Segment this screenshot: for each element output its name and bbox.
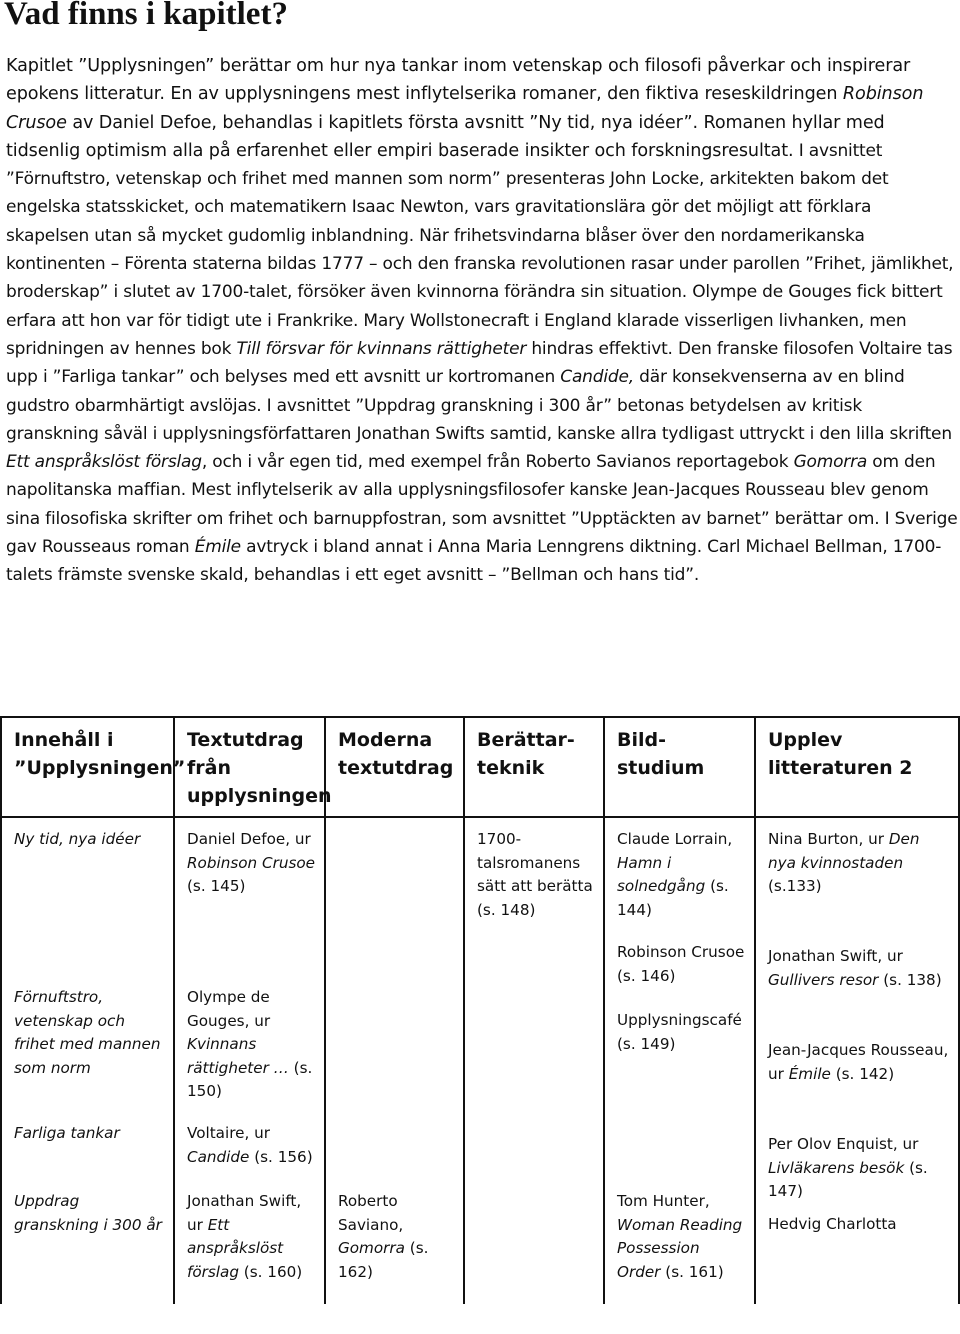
excerpt-entry: Olympe de Gouges, ur Kvinnans rättigheter … (s. 150) <box>187 988 313 1100</box>
image-study-entry: Upplysningscafé (s. 149) <box>617 1011 742 1053</box>
paragraph-text: hindras effektivt. Den franske filosofen Voltaire tas upp i ”Farliga tankar” och belyses med ett avsnitt ur kortromanen <box>6 338 953 388</box>
column-header: Innehåll i ”Upplysningen” <box>1 717 174 817</box>
literature-entry: Hedvig Charlotta <box>768 1215 897 1233</box>
paragraph-text: , och i vår egen tid, med exempel från Roberto Savianos reportagebok <box>201 452 794 473</box>
column-header: Upplev litteraturen 2 <box>755 717 959 817</box>
column-header: Moderna textutdrag <box>325 717 464 817</box>
image-study-entry: Tom Hunter, Woman Reading Possession Order (s. 161) <box>617 1192 743 1281</box>
table-row <box>1 817 959 1304</box>
excerpt-entry: Daniel Defoe, ur Robinson Crusoe (s. 145) <box>187 830 316 895</box>
paragraph-text: I avsnittet ”Förnuftstro, vetenskap och frihet med mannen som norm” presenteras John Locke, arkitekten bakom det engelska statsskicket, och matematikern Isaac Newton, vars gravitationslära gör det möjligt att förklara skapelsen utan så mycket gudomlig inblandning. När frihetsvindarna blåser över den nordamerikanska kontinenten – Förenta staterna bildas 1777 – och den franska revolutionen rasar under parollen ”Frihet, jämlikhet, broderskap” i slutet av 1700-talet, försöker även kvinnorna förändra sin situation. Olympe de Gouges fick bittert erfara att hon var för tidigt ute i Frankrike. Mary Wollstonecraft i England klarade visserligen livhanken, men spridningen av hennes bok <box>6 140 954 359</box>
image-study-entry: Robinson Crusoe (s. 146) <box>617 943 745 985</box>
paragraph-title-ref: Robinson Crusoe <box>6 84 924 133</box>
table-cell-image-study <box>604 817 755 1304</box>
page-title: Vad finns i kapitlet? <box>4 0 288 32</box>
literature-entry: Per Olov Enquist, ur Livläkarens besök (s. 147) <box>768 1135 928 1200</box>
section-name: Förnuftstro, vetenskap och frihet med mannen som norm <box>14 988 161 1077</box>
excerpt-entry: Voltaire, ur Candide (s. 156) <box>187 1124 313 1166</box>
literature-entry: Jean-Jacques Rousseau, ur Émile (s. 142) <box>768 1041 949 1083</box>
table-header-row <box>1 717 959 817</box>
literature-entry: Jonathan Swift, ur Gullivers resor (s. 138) <box>768 947 942 989</box>
table-cell-excerpts <box>174 817 325 1304</box>
technique-entry: 1700-talsromanens sätt att berätta (s. 148) <box>477 830 593 919</box>
paragraph-title-ref: Gomorra <box>793 452 868 473</box>
paragraph-title-ref: Till försvar för kvinnans rättigheter <box>236 338 527 359</box>
modern-excerpt-entry: Roberto Saviano, Gomorra (s. 162) <box>338 1192 429 1281</box>
paragraph-title-ref: Émile <box>194 537 241 558</box>
image-study-entry: Claude Lorrain, Hamn i solnedgång (s. 144) <box>617 830 733 919</box>
section-name: Farliga tankar <box>14 1124 120 1142</box>
excerpt-entry: Jonathan Swift, ur Ett anspråkslöst förslag (s. 160) <box>187 1192 303 1281</box>
paragraph-text: om den napolitanska maffian. Mest inflytelserik av alla upplysningsfilosofer kanske Jean-Jacques Rousseau blev genom sina filosofiska skrifter om frihet och barnuppfostran, som avsnittet ”Upptäckten av barnet” berättar om. I Sverige gav Rousseaus roman <box>6 452 958 558</box>
table-cell-modern-excerpts <box>325 817 464 1304</box>
paragraph-title-ref: Ett anspråkslöst förslag <box>6 452 202 473</box>
literature-entry: Nina Burton, ur Den nya kvinnostaden (s.133) <box>768 830 920 895</box>
section-name: Uppdrag granskning i 300 år <box>14 1192 162 1234</box>
section-name: Ny tid, nya idéer <box>14 830 141 848</box>
column-header: Textutdrag från upplysningen <box>174 717 325 817</box>
table-cell-narrative-technique <box>464 817 604 1304</box>
paragraph-text: avtryck i bland annat i Anna Maria Lenngrens diktning. Carl Michael Bellman, 1700-talets främste svenske skald, behandlas i ett eget avsnitt – ”Bellman och hans tid”. <box>6 537 942 586</box>
paragraph-text: Kapitlet ”Upplysningen” berättar om hur nya tankar inom vetenskap och filosofi påverkar och inspirerar epokens litteratur. En av upplysningens mest inflytelserika romaner, den fiktiva reseskildringen <box>6 56 911 105</box>
column-header: Bild-studium <box>604 717 755 817</box>
chapter-summary-paragraph <box>6 52 958 590</box>
paragraph-text: av Daniel Defoe, behandlas i kapitlets första avsnitt ”Ny tid, nya idéer”. Romanen hyllar med tidsenlig optimism alla på erfarenhet eller empiri baserade insikter och forskningsresultat. <box>6 112 885 161</box>
chapter-contents-table <box>0 716 960 1304</box>
table-cell-sections <box>1 817 174 1304</box>
column-header: Berättar-teknik <box>464 717 604 817</box>
paragraph-title-ref: Candide, <box>560 367 634 388</box>
paragraph-text: där konsekvenserna av en blind gudstro obarmhärtigt avslöjas. I avsnittet ”Uppdrag granskning i 300 år” betonas betydelsen av kritisk granskning såväl i upplysningsförfattaren Jonathan Swifts samtid, kanske allra tydligast uttryckt i den lilla skriften <box>6 367 952 444</box>
table-cell-experience-literature <box>755 817 959 1304</box>
